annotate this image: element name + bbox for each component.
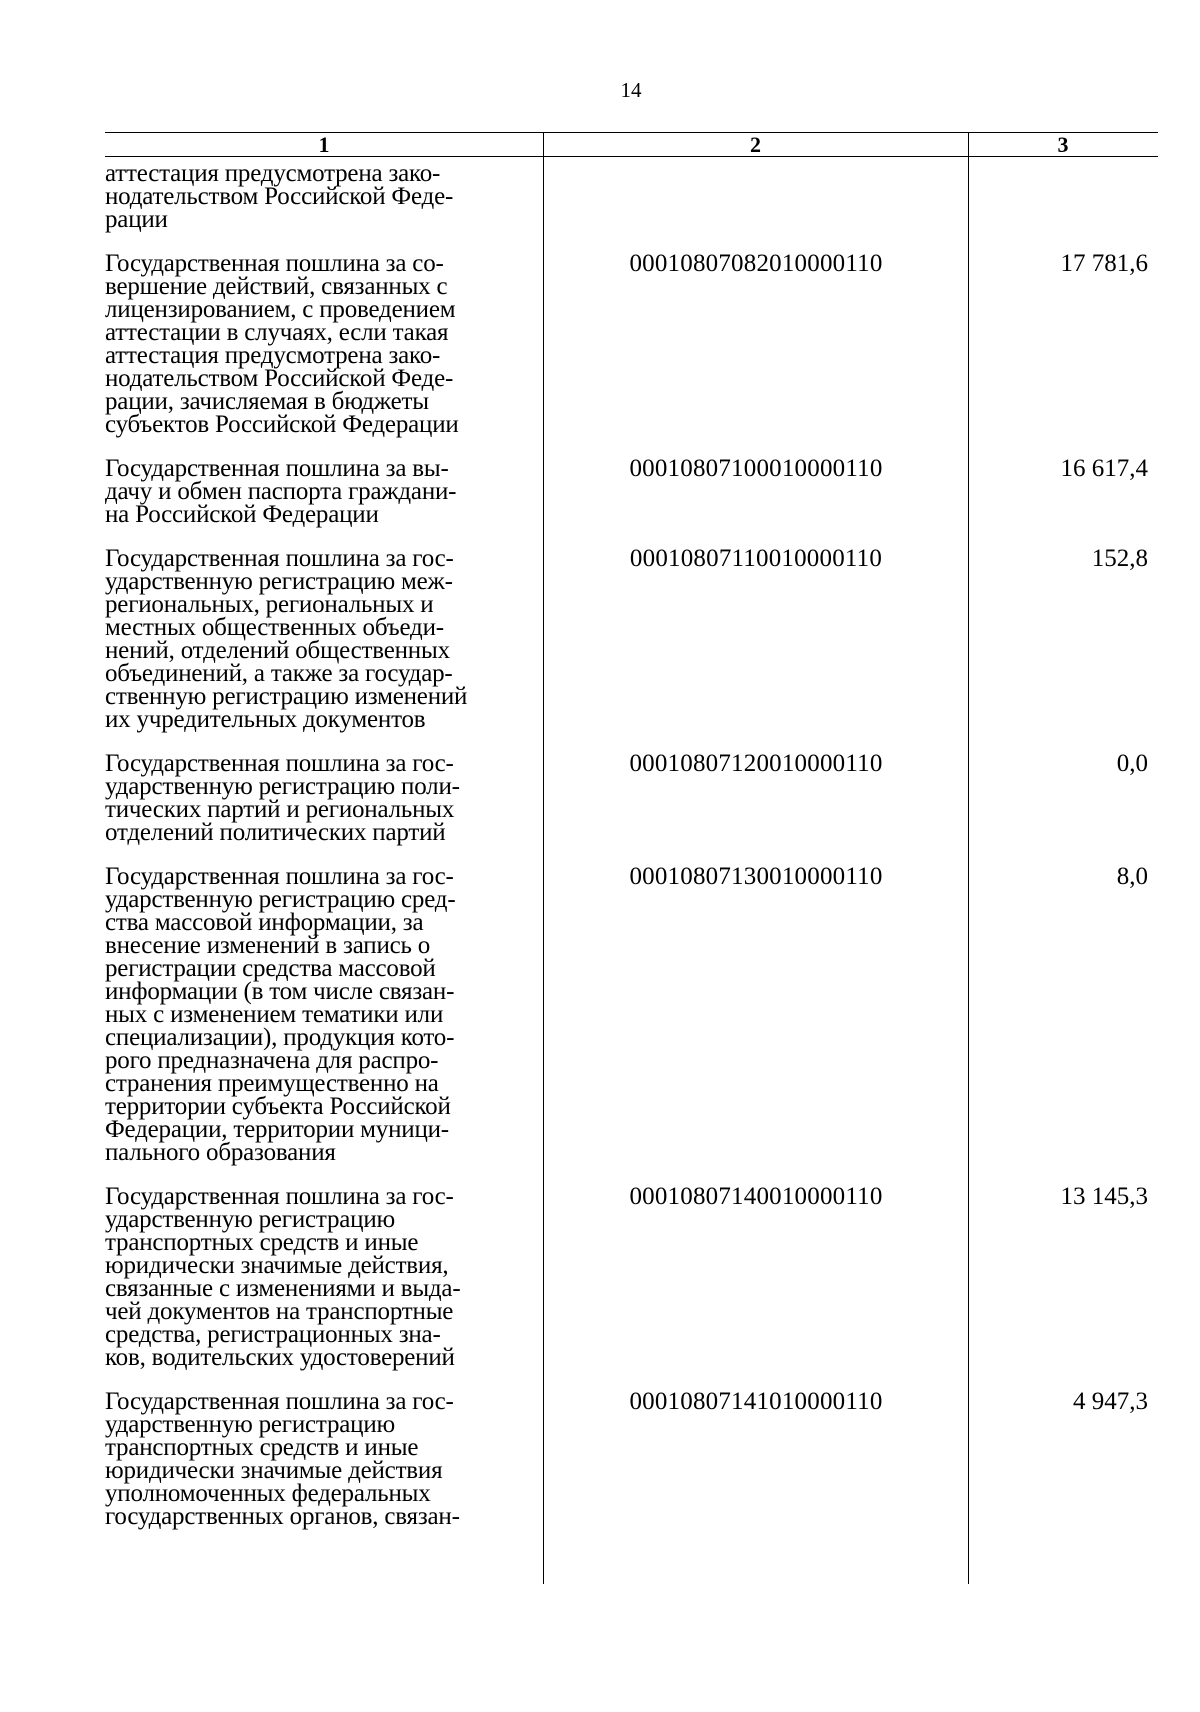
table-row (105, 1390, 1158, 1528)
row-name: аттестация предусмотрена зако- нодательством Российской Феде- рации (105, 160, 454, 233)
row-name: Государственная пошлина за гос- ударственную регистрацию сред- ства массовой информации, за внесение изменений в запись о регистрации средства массовой информации (в том числе связан- ных с изменением тематики или специализации), продукция кото- рого предназначена для распро- странения преимущественно на территории субъекта Российской Федерации, территории муници- пального образования (105, 863, 456, 1166)
row-value: 16 617,4 (1060, 455, 1148, 482)
row-value: 0,0 (1116, 750, 1148, 777)
row-value: 4 947,3 (1073, 1388, 1148, 1415)
budget-table (105, 132, 1158, 1584)
row-code: 00010807100010000110 (629, 455, 883, 482)
row-code: 00010807082010000110 (629, 250, 883, 277)
row-name: Государственная пошлина за гос- ударственную регистрацию поли- тических партий и региональных отделений политических партий (105, 750, 460, 846)
table-row (105, 162, 1158, 231)
header-bottom-rule (105, 156, 1158, 157)
table-body (105, 162, 1158, 1549)
row-code: 00010807110010000110 (629, 545, 883, 572)
column-header-2: 2 (750, 132, 761, 157)
table-row (105, 1185, 1158, 1369)
table-row (105, 252, 1158, 436)
table-row (105, 457, 1158, 526)
row-value: 152,8 (1091, 545, 1148, 572)
table-row (105, 865, 1158, 1164)
row-name: Государственная пошлина за гос- ударственную регистрацию меж- региональных, региональных и местных общественных объеди- нений, отделений общественных объединений, а также за государ- ственную регистрацию изменений их учредительных документов (105, 545, 468, 733)
row-name: Государственная пошлина за вы- дачу и обмен паспорта граждани- на Российской Федерации (105, 455, 457, 528)
row-code: 00010807130010000110 (629, 863, 883, 890)
row-code: 00010807120010000110 (629, 750, 883, 777)
row-value: 13 145,3 (1060, 1183, 1148, 1210)
row-name: Государственная пошлина за со- вершение действий, связанных с лицензированием, с проведением аттестации в случаях, если такая аттестация предусмотрена зако- нодательством Российской Феде- рации, зачисляемая в бюджеты субъектов Российской Федерации (105, 250, 459, 438)
row-code: 00010807141010000110 (629, 1388, 883, 1415)
page-number: 14 (620, 78, 642, 102)
table-row (105, 547, 1158, 731)
row-value: 17 781,6 (1060, 250, 1148, 277)
row-code: 00010807140010000110 (629, 1183, 883, 1210)
column-header-3: 3 (1057, 132, 1069, 157)
row-name: Государственная пошлина за гос- ударственную регистрацию транспортных средств и иные юридически значимые действия уполномоченных федеральных государственных органов, связан- (105, 1388, 460, 1530)
row-name: Государственная пошлина за гос- ударственную регистрацию транспортных средств и иные юридически значимые действия, связанные с изменениями и выда- чей документов на транспортные средства, регистрационных зна- ков, водительских удостоверений (105, 1183, 461, 1371)
column-header-1: 1 (318, 132, 330, 157)
row-value: 8,0 (1116, 863, 1148, 890)
table-row (105, 752, 1158, 844)
